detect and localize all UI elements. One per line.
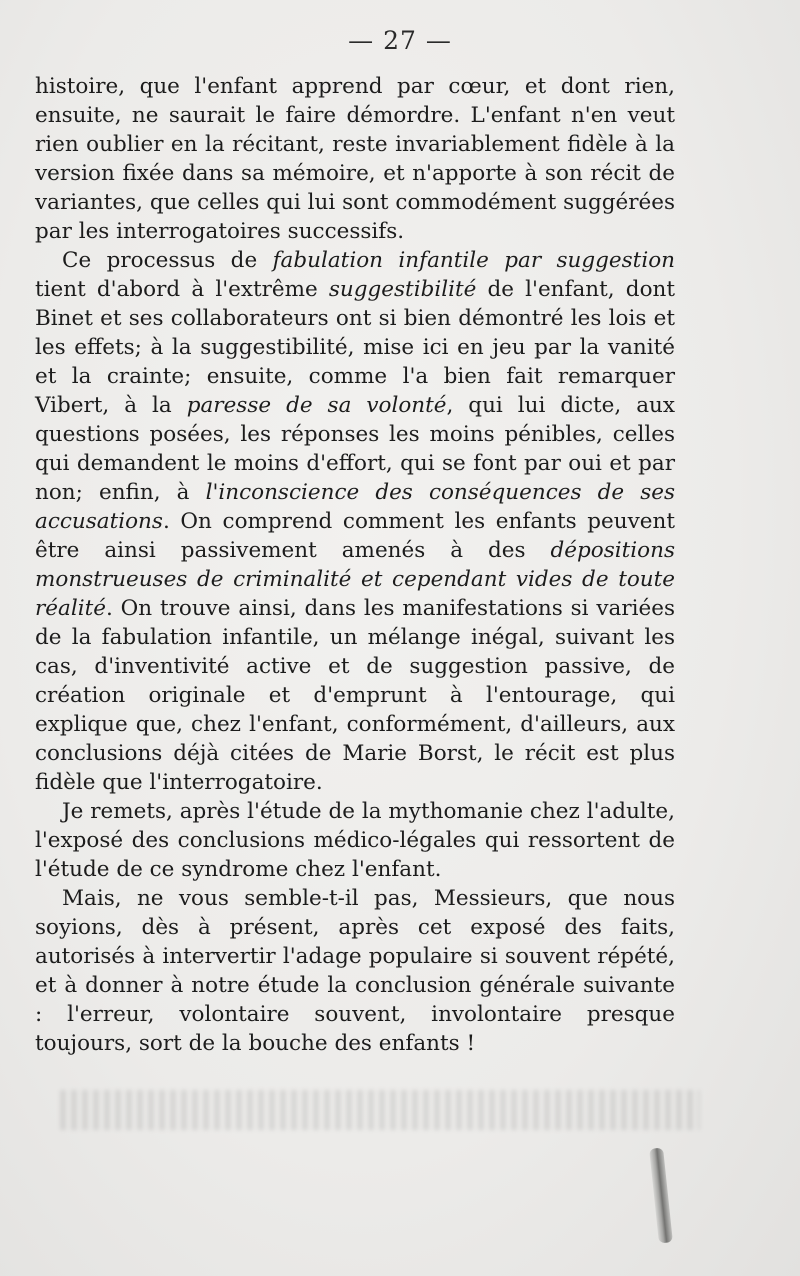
- paragraph-1: [35, 72, 675, 246]
- text-segment: . On comprend comment les enfants peuvent être ainsi passivement amenés à des: [35, 509, 675, 563]
- paragraph-4: [35, 884, 675, 1058]
- text-segment: histoire, que l'enfant apprend par cœur, et dont rien, ensuite, ne saurait le faire démordre. L'enfant n'en veut rien oublier en la récitant, reste invariablement fidèle à la version fixée dans sa mémoire, et n'apporte à son récit de variantes, que celles qui lui sont commodément suggérées par les interrogatoires successifs.: [35, 74, 675, 244]
- show-through-bleed: [60, 1090, 700, 1130]
- italic-phrase: fabulation infantile par suggestion: [272, 248, 675, 273]
- text-segment: Je remets, après l'étude de la mythomanie chez l'adulte, l'exposé des conclusions médico-légales qui ressortent de l'étude de ce syndrome chez l'enfant.: [35, 799, 675, 882]
- text-segment: . On trouve ainsi, dans les manifestations si variées de la fabulation infantile, un mélange inégal, suivant les cas, d'inventivité active et de suggestion passive, de création originale et d'emprunt à l'entourage, qui explique que, chez l'enfant, conformément, d'ailleurs, aux conclusions déjà citées de Marie Borst, le récit est plus fidèle que l'interrogatoire.: [35, 596, 675, 795]
- text-segment: Ce processus de: [62, 248, 273, 273]
- scan-smudge-mark: [649, 1148, 673, 1244]
- italic-phrase: suggestibilité: [328, 277, 477, 302]
- italic-phrase: paresse de sa volonté: [186, 393, 447, 418]
- text-segment: Mais, ne vous semble-t-il pas, Messieurs, que nous soyions, dès à présent, après cet exposé des faits, autorisés à intervertir l'adage populaire si souvent répété, et à donner à notre étude la conclusion générale suivante : l'erreur, volontaire souvent, involontaire presque toujours, sort de la bouche des enfants !: [35, 886, 675, 1056]
- page-number: — 27 —: [348, 26, 452, 55]
- italic-phrase: l'inconscience des conséquences de ses accusations: [35, 480, 675, 534]
- text-segment: tient d'abord à l'extrême: [35, 277, 329, 302]
- italic-phrase: dépositions monstrueuses de criminalité et cependant vides de toute réalité: [35, 538, 675, 621]
- text-segment: , qui lui dicte, aux questions posées, les réponses les moins pénibles, celles qui demandent le moins d'effort, qui se font par oui et par non; enfin, à: [35, 393, 676, 505]
- text-segment: de l'enfant, dont Binet et ses collaborateurs ont si bien démontré les lois et les effets; à la suggestibilité, mise ici en jeu par la vanité et la crainte; ensuite, comme l'a bien fait remarquer Vibert, à la: [35, 277, 675, 418]
- body-text: [35, 72, 675, 1058]
- paragraph-3: [35, 797, 675, 884]
- paragraph-2: [35, 246, 675, 797]
